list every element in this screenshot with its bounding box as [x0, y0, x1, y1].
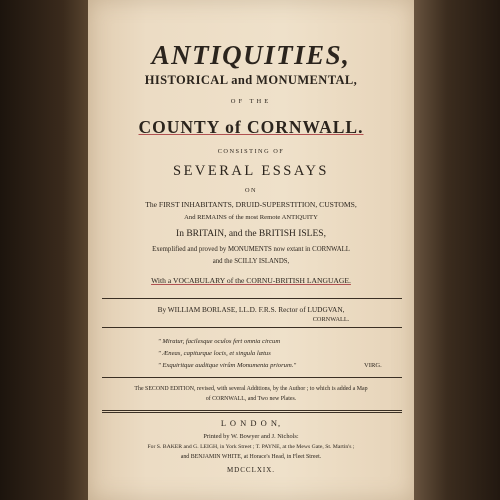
subject-line-3: In BRITAIN, and the BRITISH ISLES,: [176, 229, 326, 239]
motto-author: VIRG.: [364, 362, 382, 369]
motto-line-3: " Exquiritque auditque virûm Monumenta priorum.": [158, 362, 297, 369]
subject-line-4: Exemplified and proved by MONUMENTS now extant in CORNWALL: [152, 246, 350, 253]
subject-line-5: and the SCILLY ISLANDS,: [212, 258, 290, 265]
rule-3: [102, 377, 402, 378]
rule-double: [102, 410, 402, 413]
byline-author: By WILLIAM BORLASE, LL.D. F.R.S. Rector of LUDGVAN,: [157, 305, 345, 314]
motto-line-1: " Miratur, facilesque oculos fert omnia circum: [158, 338, 281, 345]
several-essays: SEVERAL ESSAYS: [173, 163, 329, 179]
title-of-the: OF THE: [230, 98, 272, 105]
rule-2: [102, 327, 402, 328]
subject-line-6: With a VOCABULARY of the CORNU-BRITISH LANGUAGE.: [151, 276, 351, 285]
title-county: COUNTY of CORNWALL.: [138, 117, 364, 137]
edition-line-1: The SECOND EDITION, revised, with several Additions, by the Author ; to which is added a Map: [134, 386, 368, 392]
subject-line-2: And REMAINS of the most Remote ANTIQUITY: [184, 214, 318, 221]
byline-place: CORNWALL.: [312, 316, 350, 323]
imprint-printer: Printed by W. Bowyer and J. Nichols:: [203, 433, 299, 440]
imprint-sellers-2: and BENJAMIN WHITE, at Horace's Head, in Fleet Street.: [180, 454, 322, 460]
edition-line-2: of CORNWALL, and Two new Plates.: [205, 396, 297, 402]
on-label: ON: [244, 187, 258, 194]
title-main: ANTIQUITIES,: [151, 40, 351, 70]
imprint-year: MDCCLXIX.: [226, 466, 276, 474]
subject-line-1: The FIRST INHABITANTS, DRUID-SUPERSTITION, CUSTOMS,: [145, 200, 357, 209]
imprint-city: L O N D O N,: [220, 418, 282, 428]
imprint-sellers-1: For S. BAKER and G. LEIGH, in York Street ; T. PAYNE, at the Mews Gate, St. Martin's ;: [147, 444, 355, 450]
title-page: [88, 0, 414, 500]
book-binding-right: [412, 0, 500, 500]
title-subtitle: HISTORICAL and MONUMENTAL,: [144, 73, 358, 87]
motto-line-2: " Æneas, capiturque locis, et singula lætus: [158, 350, 271, 357]
rule-1: [102, 298, 402, 299]
book-binding-left: [0, 0, 90, 500]
consisting-of: CONSISTING OF: [217, 148, 285, 155]
